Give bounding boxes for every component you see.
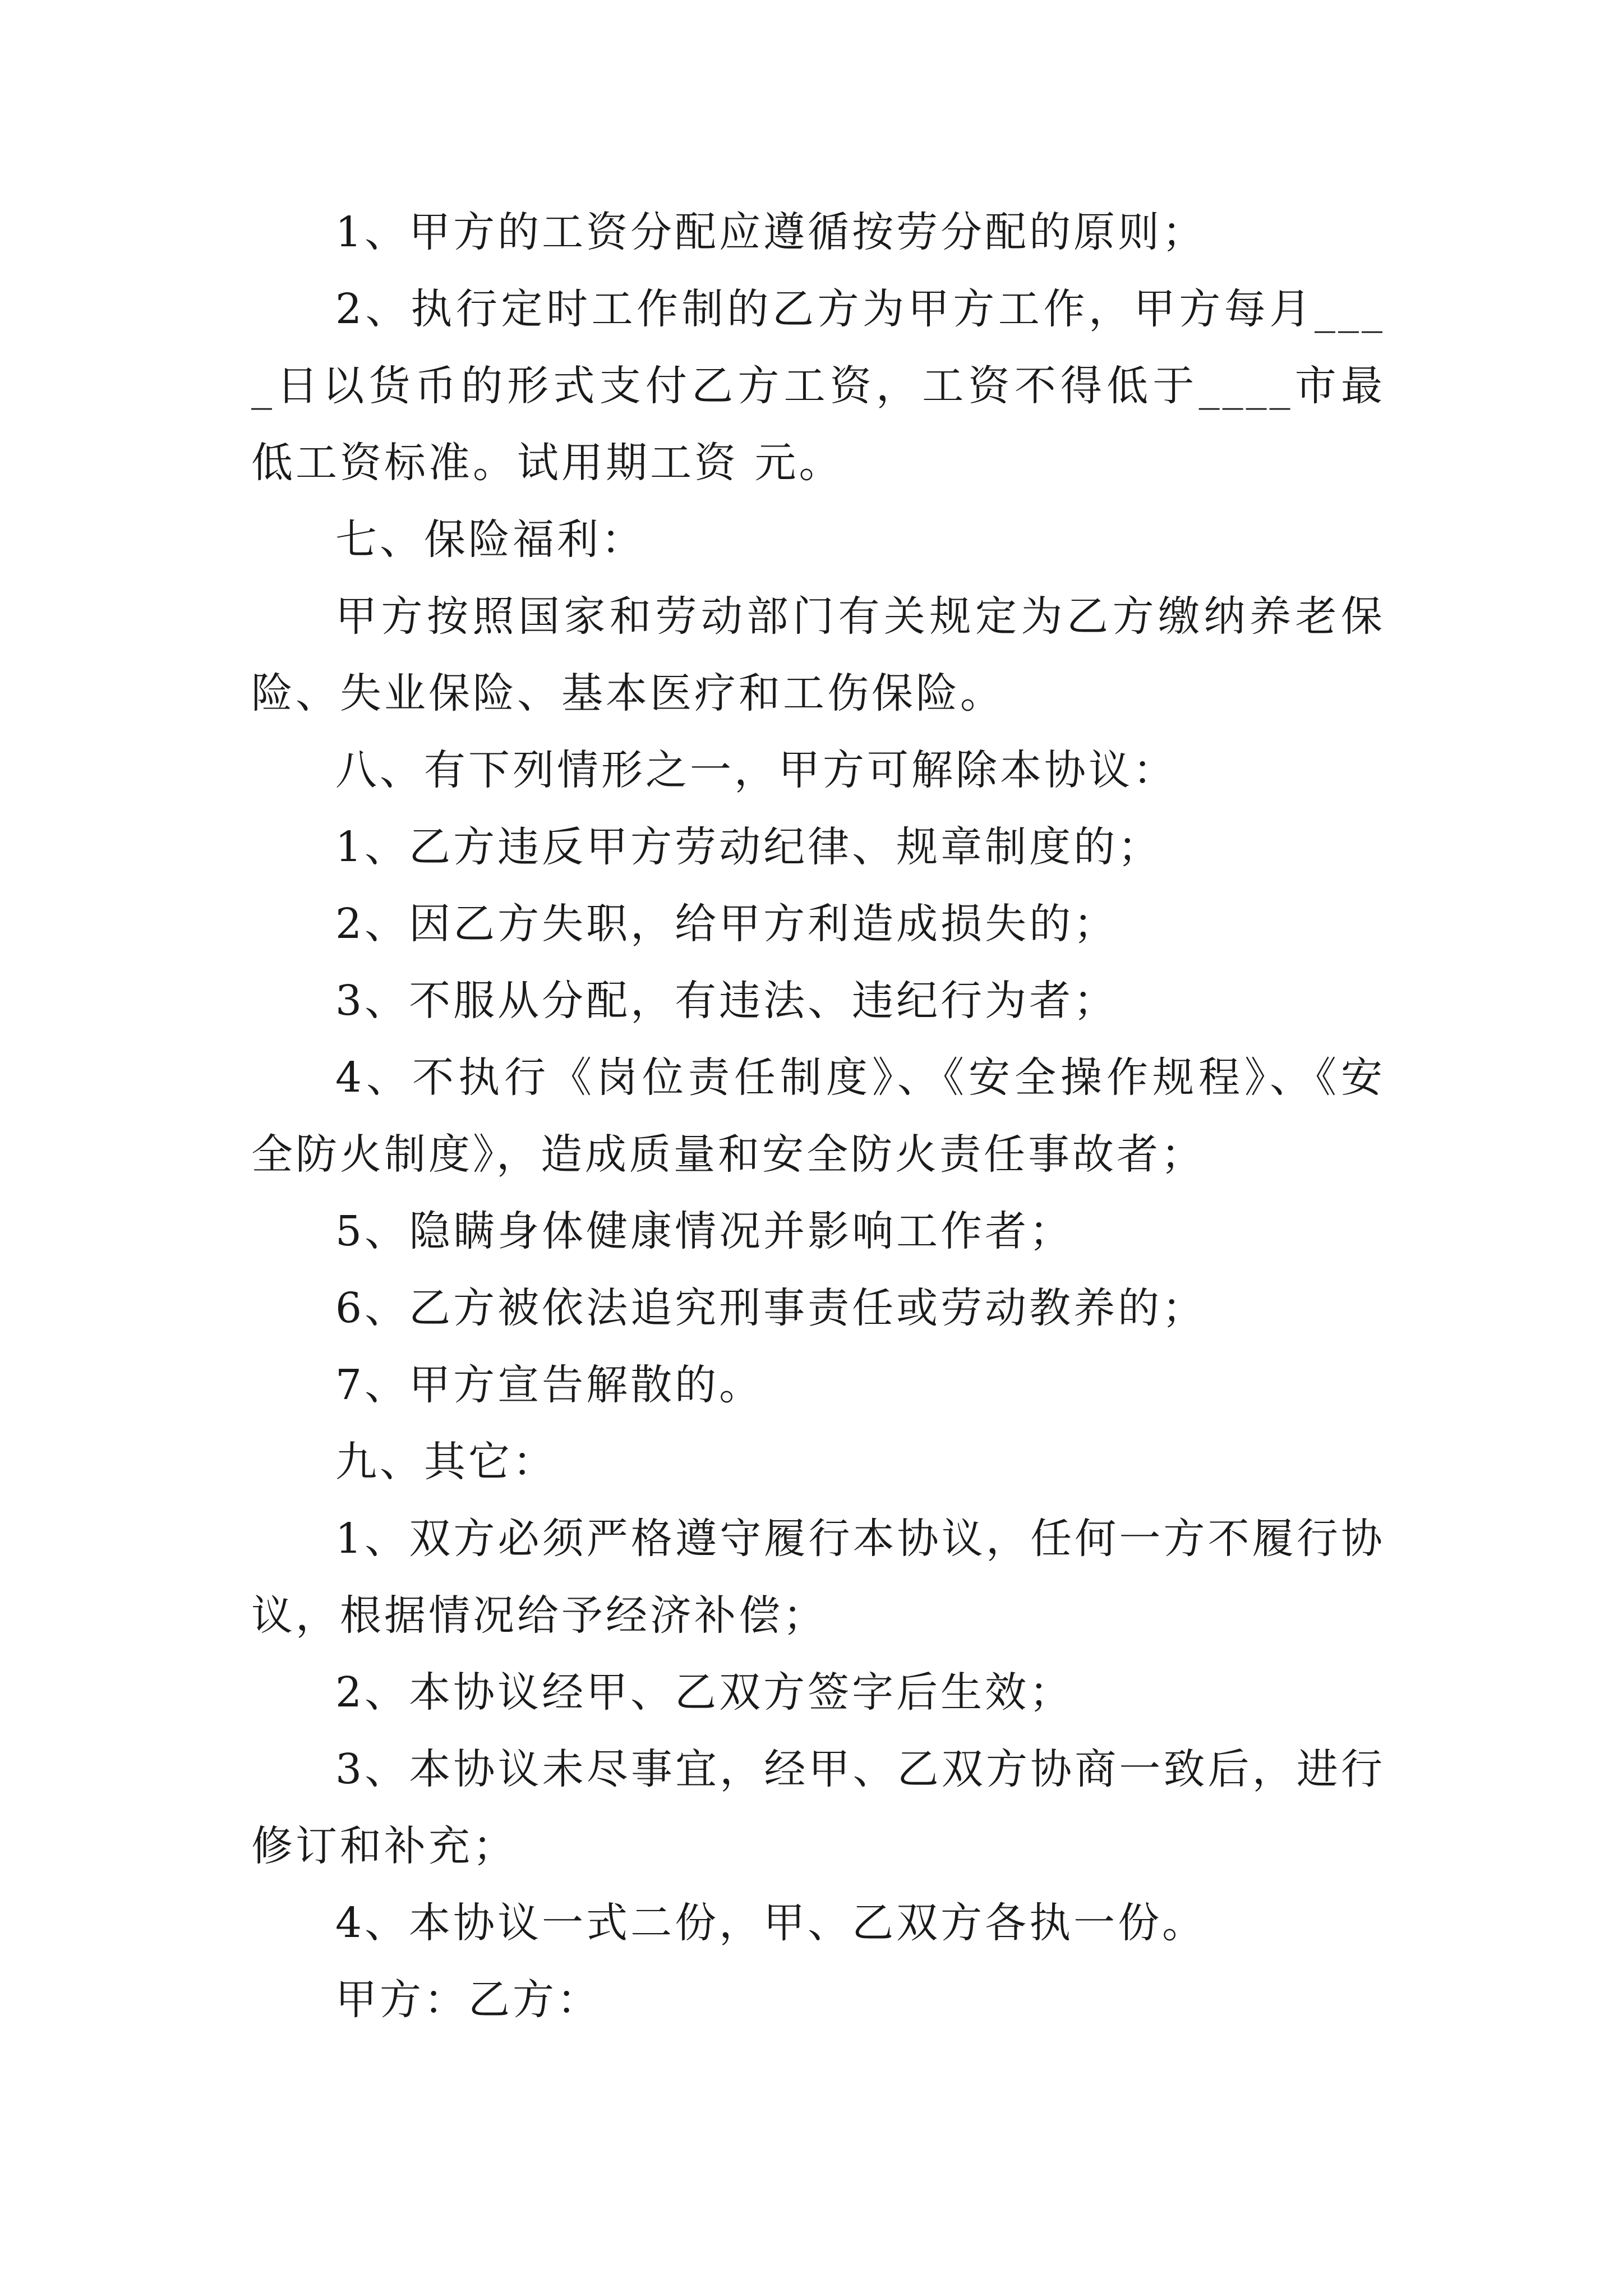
termination-item-7: 7、甲方宣告解散的。 [335,1361,764,1409]
signature-line: 甲方：乙方： [335,1976,601,2024]
other-item-1: 1、双方必须严格遵守履行本协议，任何一方不履行协议，根据情况给予经济补偿； [251,1515,1385,1640]
other-item-2: 2、本协议经甲、乙双方签字后生效； [335,1668,1074,1717]
other-item-3: 3、本协议未尽事宜，经甲、乙双方协商一致后，进行修订和补充； [251,1745,1385,1870]
clause-insurance: 甲方按照国家和劳动部门有关规定为乙方缴纳养老保险、失业保险、基本医疗和工伤保险。 [251,592,1385,717]
clause-wage-payment: 2、执行定时工作制的乙方为甲方工作，甲方每月____日以货币的形式支付乙方工资，工资不得低于____市最低工资标准。试用期工资 元。 [251,285,1385,487]
section-heading-termination: 八、有下列情形之一，甲方可解除本协议： [335,746,1177,794]
section-heading-insurance: 七、保险福利： [335,516,645,564]
section-heading-other: 九、其它： [335,1438,557,1486]
termination-item-4: 4、不执行《岗位责任制度》、《安全操作规程》、《安全防火制度》，造成质量和安全防火责任事故者； [251,1053,1385,1179]
termination-item-6: 6、乙方被依法追究刑事责任或劳动教养的； [335,1284,1207,1332]
other-item-4: 4、本协议一式二份，甲、乙双方各执一份。 [335,1899,1207,1947]
document-body [251,194,1385,2039]
termination-item-3: 3、不服从分配，有违法、违纪行为者； [335,977,1118,1025]
clause-wage-principle: 1、甲方的工资分配应遵循按劳分配的原则； [335,208,1207,256]
termination-item-1: 1、乙方违反甲方劳动纪律、规章制度的； [335,823,1163,871]
termination-item-2: 2、因乙方失职，给甲方利造成损失的； [335,900,1118,948]
termination-item-5: 5、隐瞒身体健康情况并影响工作者； [335,1207,1074,1255]
